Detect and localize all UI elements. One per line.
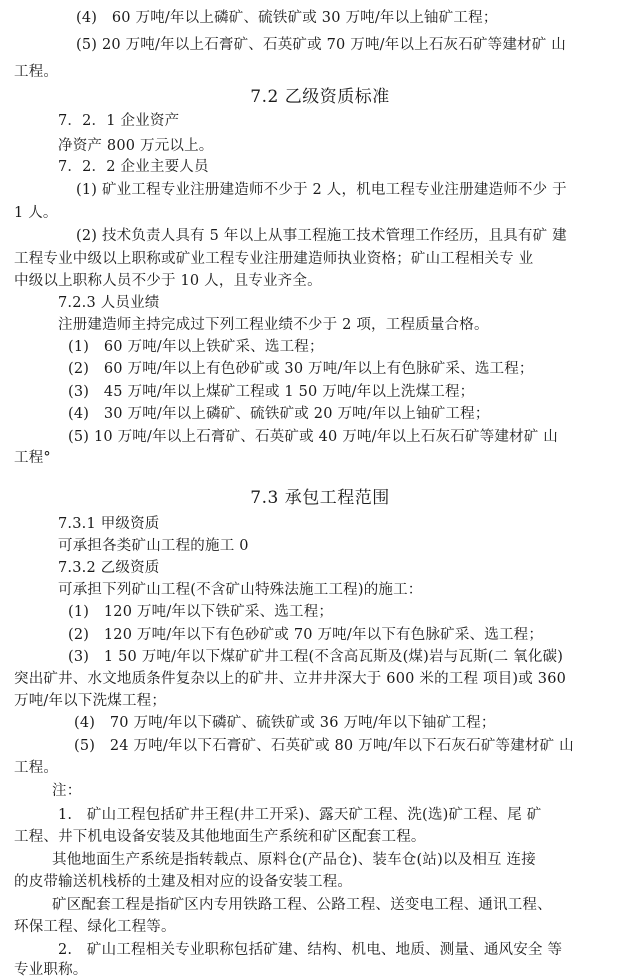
text-line: (4) 70 万吨/年以下磷矿、硫铁矿或 36 万吨/年以下铀矿工程； [74, 715, 496, 731]
text-line: 工程° [14, 450, 51, 466]
text-line: (1) 60 万吨/年以上铁矿采、选工程； [68, 339, 324, 355]
text-line: (2) 120 万吨/年以下有色砂矿或 70 万吨/年以下有色脉矿采、选工程； [68, 627, 544, 643]
text-line: (2) 技术负责人具有 5 年以上从事工程施工技术管理工作经历，且具有矿 建 [76, 228, 567, 244]
text-line: 可承担下列矿山工程(不含矿山特殊法施工工程)的施工： [58, 582, 423, 598]
text-line: 7.3.1 甲级资质 [58, 516, 160, 532]
text-line: 7.2.3 人员业绩 [58, 295, 160, 311]
text-line: (5) 20 万吨/年以上石膏矿、石英矿或 70 万吨/年以上石灰石矿等建材矿 山 [76, 37, 566, 53]
text-line: (4) 30 万吨/年以上磷矿、硫铁矿或 20 万吨/年以上铀矿工程； [68, 406, 490, 422]
text-line: 7．2．1 企业资产 [58, 113, 180, 129]
text-line: 工程。 [14, 760, 59, 776]
text-line: 工程专业中级以上职称或矿业工程专业注册建造师执业资格；矿山工程相关专 业 [14, 251, 534, 267]
section-heading: 7.3 承包工程范围 [250, 488, 390, 508]
section-heading: 7.2 乙级资质标准 [250, 87, 390, 107]
text-line: (1) 矿业工程专业注册建造师不少于 2 人，机电工程专业注册建造师不少 于 [76, 182, 567, 198]
text-line: 矿区配套工程是指矿区内专用铁路工程、公路工程、送变电工程、通讯工程、 [52, 897, 552, 913]
text-line: 注： [52, 783, 82, 799]
text-line: (3) 1 50 万吨/年以下煤矿矿井工程(不含高瓦斯及(煤)岩与瓦斯(二 氧化碳) [68, 649, 564, 665]
text-line: 1. 矿山工程包括矿井王程(井工开采)、露天矿工程、洗(选)矿工程、尾 矿 [58, 807, 542, 823]
text-line: 7.3.2 乙级资质 [58, 560, 160, 576]
text-line: (4) 60 万吨/年以上磷矿、硫铁矿或 30 万吨/年以上铀矿工程； [76, 10, 498, 26]
text-line: (5) 24 万吨/年以下石膏矿、石英矿或 80 万吨/年以下石灰石矿等建材矿 山 [74, 738, 574, 754]
text-line: (2) 60 万吨/年以上有色砂矿或 30 万吨/年以上有色脉矿采、选工程； [68, 361, 534, 377]
text-line: 环保工程、绿化工程等。 [14, 919, 176, 935]
text-line: 注册建造师主持完成过下列工程业绩不少于 2 项，工程质量合格。 [58, 317, 489, 333]
text-line: 的皮带输送机栈桥的土建及相对应的设备安装工程。 [14, 874, 353, 890]
text-line: 工程。 [14, 64, 59, 80]
text-line: (5) 10 万吨/年以上石膏矿、石英矿或 40 万吨/年以上石灰石矿等建材矿 山 [68, 429, 558, 445]
text-line: 万吨/年以下洗煤工程； [14, 693, 167, 709]
text-line: (1) 120 万吨/年以下铁矿采、选工程； [68, 604, 334, 620]
text-line: 工程、井下机电设备安装及其他地面生产系统和矿区配套工程。 [14, 829, 426, 845]
text-line: 其他地面生产系统是指转载点、原料仓(产品仓)、装车仓(站)以及相互 连接 [52, 852, 536, 868]
text-line: 1 人。 [14, 205, 58, 221]
text-line: 7．2．2 企业主要人员 [58, 159, 209, 175]
text-line: 中级以上职称人员不少于 10 人，且专业齐全。 [14, 273, 322, 289]
text-line: 突出矿井、水文地质条件复杂以上的矿井、立井井深大于 600 米的工程 项目)或 360 [14, 671, 567, 687]
text-line: 可承担各类矿山工程的施工 0 [58, 538, 249, 554]
text-line: 净资产 800 万元以上。 [58, 138, 214, 154]
text-line: 2. 矿山工程相关专业职称包括矿建、结构、机电、地质、测量、通风安全 等 [58, 942, 563, 958]
text-line: (3) 45 万吨/年以上煤矿工程或 1 50 万吨/年以上洗煤工程； [68, 384, 475, 400]
text-line: 专业职称。 [14, 962, 88, 978]
